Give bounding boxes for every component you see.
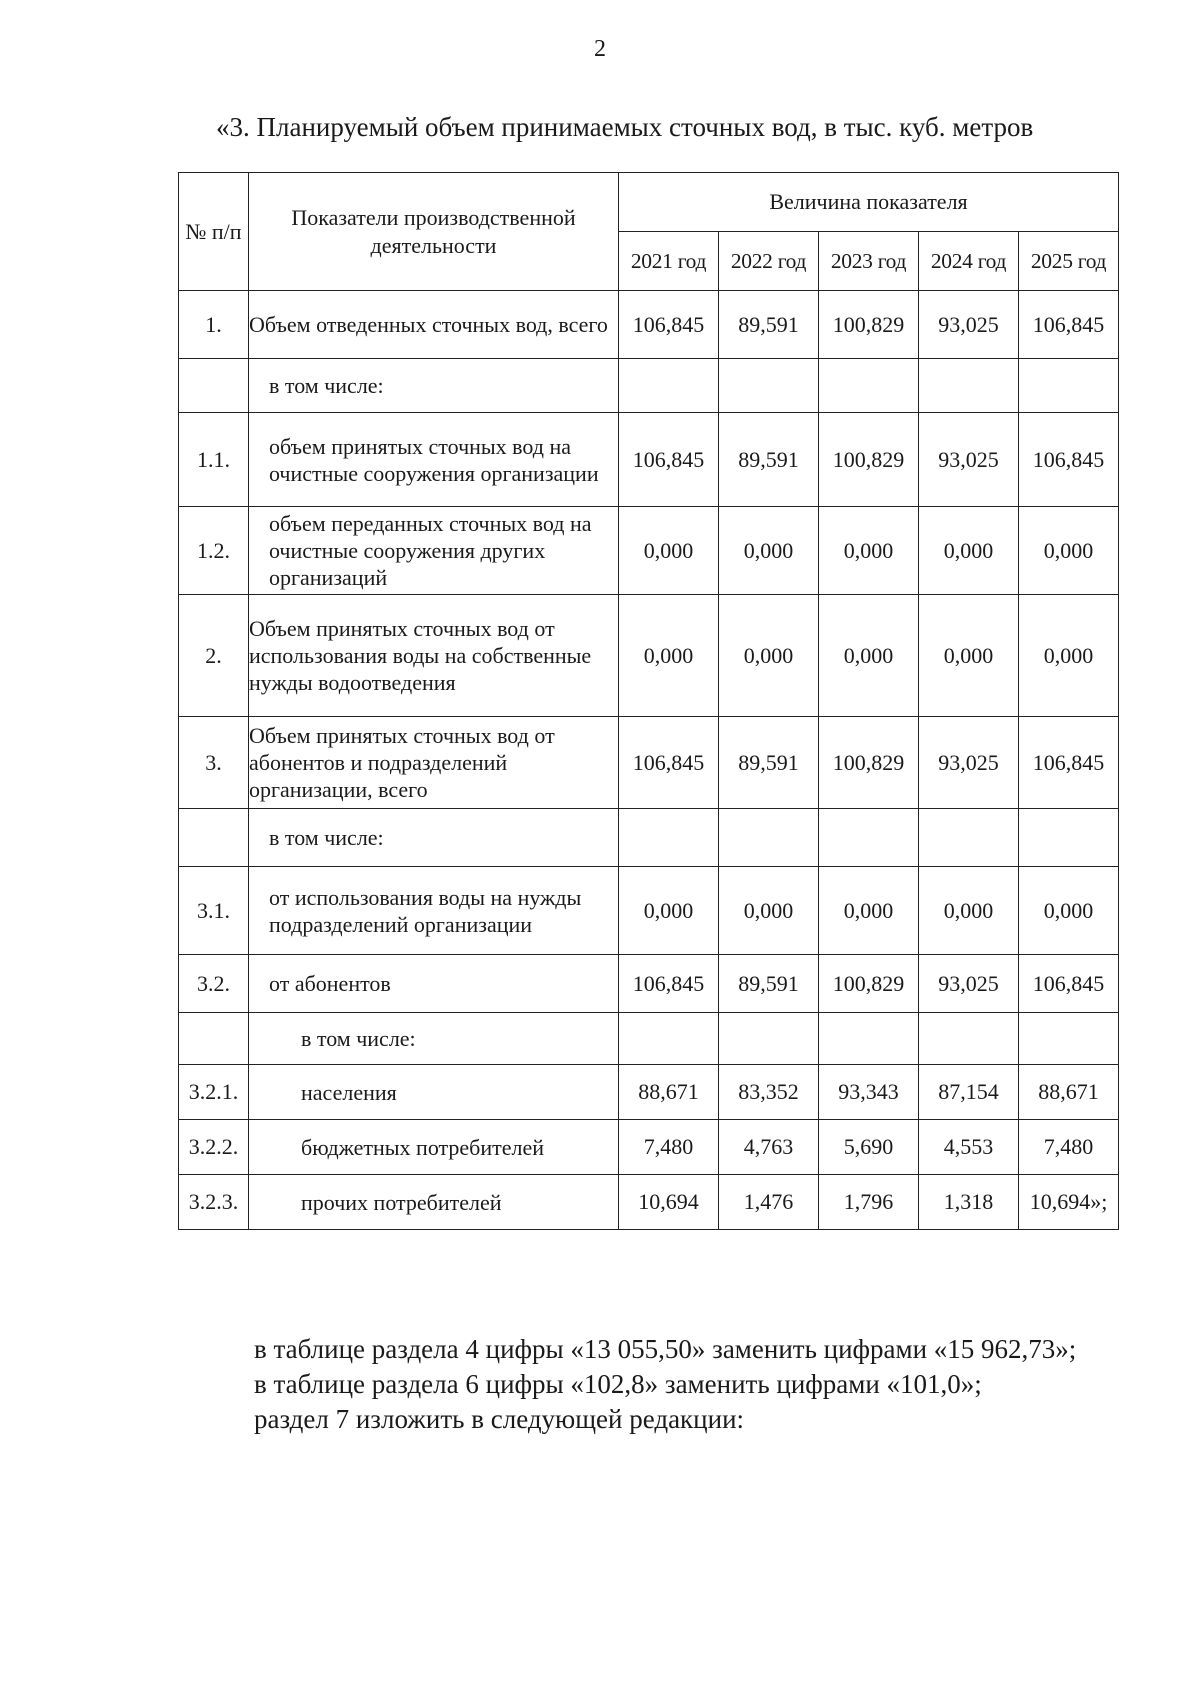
row-number: 1. [179, 291, 249, 359]
value-cell [819, 809, 919, 867]
table-row [179, 867, 1119, 955]
amendment-line: в таблице раздела 4 цифры «13 055,50» заменить цифрами «15 962,73»; [254, 1334, 1077, 1364]
row-number [179, 1013, 249, 1065]
value-cell [919, 1013, 1019, 1065]
header-year: 2023 год [819, 232, 919, 291]
row-indicator-name: Объем отведенных сточных вод, всего [249, 291, 619, 359]
table-row [179, 413, 1119, 507]
table-row [179, 1013, 1119, 1065]
value-cell: 7,480 [1019, 1120, 1119, 1175]
header-year: 2021 год [619, 232, 719, 291]
value-cell: 0,000 [619, 867, 719, 955]
value-cell: 10,694 [619, 1175, 719, 1230]
value-cell: 89,591 [719, 291, 819, 359]
table-row [179, 955, 1119, 1013]
value-cell: 1,476 [719, 1175, 819, 1230]
value-cell: 1,318 [919, 1175, 1019, 1230]
value-cell [919, 359, 1019, 413]
row-number: 3.2.2. [179, 1120, 249, 1175]
value-cell: 93,025 [919, 955, 1019, 1013]
value-cell: 0,000 [619, 507, 719, 595]
value-cell: 0,000 [819, 595, 919, 717]
page-number: 2 [594, 36, 606, 62]
value-cell: 83,352 [719, 1065, 819, 1120]
row-number: 3.2.3. [179, 1175, 249, 1230]
value-cell: 93,025 [919, 413, 1019, 507]
table-row [179, 507, 1119, 595]
table-row [179, 1175, 1119, 1230]
value-cell: 0,000 [1019, 867, 1119, 955]
row-number: 3. [179, 717, 249, 809]
value-cell: 100,829 [819, 413, 919, 507]
value-cell [719, 1013, 819, 1065]
value-cell [719, 359, 819, 413]
amendment-line: раздел 7 изложить в следующей редакции: [254, 1404, 745, 1434]
value-cell [1019, 359, 1119, 413]
value-cell: 93,343 [819, 1065, 919, 1120]
table-header-row [179, 173, 1119, 232]
row-number: 1.1. [179, 413, 249, 507]
header-value: Величина показателя [619, 173, 1119, 232]
header-indicators: Показатели производственной деятельности [249, 173, 619, 291]
row-indicator-name: объем переданных сточных вод на очистные сооружения других организаций [249, 507, 619, 595]
value-cell: 106,845 [619, 413, 719, 507]
value-cell [819, 1013, 919, 1065]
value-cell: 0,000 [719, 595, 819, 717]
table-row [179, 291, 1119, 359]
value-cell: 0,000 [719, 867, 819, 955]
amendment-line: в таблице раздела 6 цифры «102,8» заменить цифрами «101,0»; [254, 1369, 982, 1399]
table-row [179, 595, 1119, 717]
row-number: 3.2.1. [179, 1065, 249, 1120]
row-number: 3.1. [179, 867, 249, 955]
value-cell: 0,000 [919, 507, 1019, 595]
value-cell: 0,000 [719, 507, 819, 595]
value-cell [1019, 809, 1119, 867]
value-cell: 0,000 [619, 595, 719, 717]
table-row [179, 717, 1119, 809]
value-cell: 106,845 [1019, 717, 1119, 809]
value-cell: 10,694»; [1019, 1175, 1119, 1230]
value-cell: 106,845 [1019, 413, 1119, 507]
value-cell: 89,591 [719, 413, 819, 507]
value-cell: 100,829 [819, 955, 919, 1013]
value-cell: 0,000 [919, 595, 1019, 717]
table-row [179, 1120, 1119, 1175]
value-cell: 93,025 [919, 717, 1019, 809]
value-cell: 0,000 [819, 867, 919, 955]
value-cell: 0,000 [1019, 507, 1119, 595]
row-indicator-name: от абонентов [249, 955, 619, 1013]
header-num: № п/п [179, 173, 249, 291]
value-cell: 106,845 [619, 955, 719, 1013]
row-indicator-name: в том числе: [249, 1013, 619, 1065]
value-cell: 89,591 [719, 717, 819, 809]
value-cell: 0,000 [1019, 595, 1119, 717]
value-cell [719, 809, 819, 867]
value-cell: 88,671 [619, 1065, 719, 1120]
row-indicator-name: объем принятых сточных вод на очистные сооружения организации [249, 413, 619, 507]
value-cell [819, 359, 919, 413]
row-indicator-name: прочих потребителей [249, 1175, 619, 1230]
row-number: 3.2. [179, 955, 249, 1013]
row-indicator-name: Объем принятых сточных вод от использования воды на собственные нужды водоотведения [249, 595, 619, 717]
value-cell: 5,690 [819, 1120, 919, 1175]
value-cell: 100,829 [819, 291, 919, 359]
row-indicator-name: от использования воды на нужды подразделений организации [249, 867, 619, 955]
row-indicator-name: в том числе: [249, 809, 619, 867]
value-cell: 1,796 [819, 1175, 919, 1230]
value-cell: 4,763 [719, 1120, 819, 1175]
amendment-text [254, 1332, 1076, 1437]
value-cell [619, 1013, 719, 1065]
row-number [179, 809, 249, 867]
value-cell: 106,845 [619, 291, 719, 359]
table-row [179, 809, 1119, 867]
table-row [179, 1065, 1119, 1120]
value-cell: 0,000 [919, 867, 1019, 955]
value-cell: 106,845 [1019, 955, 1119, 1013]
value-cell: 88,671 [1019, 1065, 1119, 1120]
value-cell [919, 809, 1019, 867]
row-number: 2. [179, 595, 249, 717]
row-indicator-name: бюджетных потребителей [249, 1120, 619, 1175]
row-number: 1.2. [179, 507, 249, 595]
value-cell [619, 359, 719, 413]
value-cell: 0,000 [819, 507, 919, 595]
value-cell: 100,829 [819, 717, 919, 809]
wastewater-volume-table [178, 172, 1119, 1230]
value-cell: 106,845 [619, 717, 719, 809]
table-row [179, 359, 1119, 413]
header-year: 2025 год [1019, 232, 1119, 291]
value-cell: 106,845 [1019, 291, 1119, 359]
value-cell [619, 809, 719, 867]
value-cell [1019, 1013, 1119, 1065]
value-cell: 7,480 [619, 1120, 719, 1175]
header-year: 2022 год [719, 232, 819, 291]
row-indicator-name: населения [249, 1065, 619, 1120]
row-number [179, 359, 249, 413]
section-title: «3. Планируемый объем принимаемых сточных вод, в тыс. куб. метров [216, 112, 1034, 142]
value-cell: 87,154 [919, 1065, 1019, 1120]
header-year: 2024 год [919, 232, 1019, 291]
value-cell: 93,025 [919, 291, 1019, 359]
value-cell: 4,553 [919, 1120, 1019, 1175]
row-indicator-name: Объем принятых сточных вод от абонентов и подразделений организации, всего [249, 717, 619, 809]
row-indicator-name: в том числе: [249, 359, 619, 413]
value-cell: 89,591 [719, 955, 819, 1013]
